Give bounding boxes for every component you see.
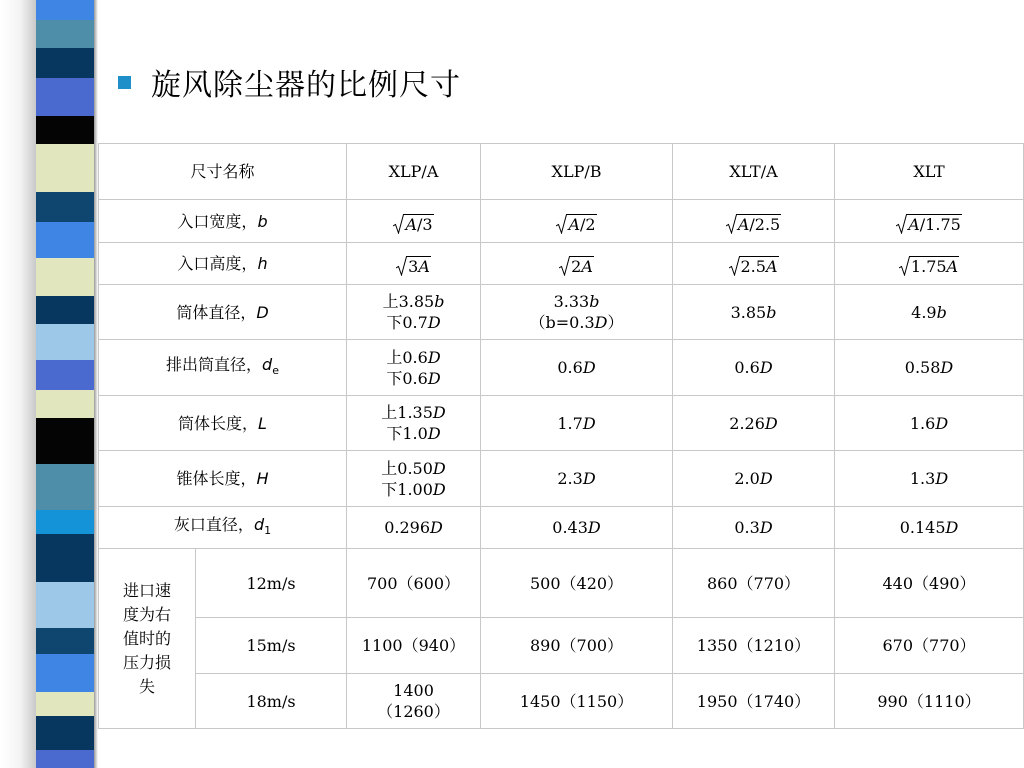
row-label-symbol: L [258,413,267,433]
table-cell: 700（600） [347,549,481,618]
row-label-text: 锥体长度， [176,469,257,488]
table-cell [481,285,673,340]
table-cell [347,451,481,507]
side-stripe [36,48,94,78]
table-cell [481,243,673,285]
row-label [99,340,347,396]
table-cell: 1.7D [481,396,673,451]
table-cell: 0.296D [347,507,481,549]
side-stripe [36,222,94,258]
table-cell: 0.43D [481,507,673,549]
table-cell: 1.6D [835,396,1024,451]
table-cell [347,200,481,243]
table-row [99,549,1024,618]
table-cell: 1950（1740） [673,674,835,729]
sqrt-formula: 2A [559,256,594,276]
side-stripe [36,296,94,324]
table-cell: 0.6D [673,340,835,396]
table-cell: 4.9b [835,285,1024,340]
sqrt-formula: A/2 [556,214,596,234]
row-label [99,285,347,340]
table-cell: 0.145D [835,507,1024,549]
row-label [99,243,347,285]
sqrt-formula: 1.75A [899,256,959,276]
row-label-symbol: d [262,354,273,374]
pressure-loss-label: 进口速 度为右 值时的 压力损 失 [99,549,196,729]
table-cell: 670（770） [835,618,1024,674]
title-row [118,58,461,106]
table-cell: 2.3D [481,451,673,507]
cell-line: 1400 [393,681,434,700]
sqrt-formula: A/2.5 [726,214,781,234]
table-row [99,200,1024,243]
sqrt-formula: A/3 [393,214,433,234]
sqrt-sign-icon [396,256,407,276]
row-label-symbol: d [253,514,265,534]
header-cell: XLT [835,144,1024,200]
table-row [99,618,1024,674]
table-cell: 890（700） [481,618,673,674]
row-label [99,451,347,507]
table-cell: 0.3D [673,507,835,549]
row-label-text: 灰口直径， [173,514,254,534]
table-cell [347,340,481,396]
cell-line: 下1.0D [386,424,441,443]
row-label-symbol: D [256,302,269,322]
side-shadow [0,0,36,768]
cell-line: 3.33b [553,292,600,311]
table-cell: 0.58D [835,340,1024,396]
sqrt-sign-icon [726,214,737,234]
side-stripe [36,464,94,510]
sqrt-sign-icon [559,256,570,276]
row-label-text: 排出筒直径， [166,354,263,374]
table-cell [347,396,481,451]
side-stripe [36,192,94,222]
table-cell [673,200,835,243]
speed-cell: 15m/s [196,618,347,674]
table-cell [347,243,481,285]
sqrt-sign-icon [729,256,740,276]
table-cell [347,285,481,340]
side-stripe [36,628,94,654]
side-stripe [36,258,94,296]
table-cell [673,243,835,285]
side-stripe [36,418,94,464]
table-cell: 1.3D [835,451,1024,507]
table-cell: 990（1110） [835,674,1024,729]
table-row [99,243,1024,285]
cell-line: 上3.85b [382,292,445,311]
square-bullet-icon [118,76,131,89]
table-cell: 0.6D [481,340,673,396]
table-cell: 1100（940） [347,618,481,674]
side-stripe [36,360,94,390]
table-cell: 500（420） [481,549,673,618]
sqrt-sign-icon [896,214,907,234]
row-label-subscript: e [272,364,279,378]
side-stripe [36,582,94,628]
row-label-symbol: H [256,469,269,488]
side-stripe [36,390,94,418]
cell-line: 上0.6D [386,347,441,367]
side-stripe [36,144,94,192]
table-cell [481,200,673,243]
proportion-table [98,143,1024,729]
cell-line: 下1.00D [381,479,446,499]
header-cell: XLP/A [347,144,481,200]
sqrt-formula: 2.5A [729,256,779,276]
row-label-symbol: h [257,254,268,273]
side-stripe [36,116,94,144]
side-stripe-bar [36,0,94,768]
table-cell: 3.85b [673,285,835,340]
side-stripe [36,750,94,768]
table-cell: 440（490） [835,549,1024,618]
table-row [99,674,1024,729]
row-label-text: 入口高度， [177,254,258,273]
slide-title: 旋风除尘器的比例尺寸 [151,68,461,103]
cell-line: 下0.6D [386,368,441,388]
table-header-row [99,144,1024,200]
side-stripe [36,324,94,360]
row-label [99,396,347,451]
table-cell [835,200,1024,243]
speed-cell: 18m/s [196,674,347,729]
header-cell: 尺寸名称 [99,144,347,200]
side-stripe [36,654,94,692]
side-stripe [36,534,94,582]
cell-line: （1260） [377,702,450,721]
table-row [99,396,1024,451]
table-row [99,340,1024,396]
table-cell [347,674,481,729]
cell-line: 上0.50D [381,458,446,478]
row-label-symbol: b [257,211,268,231]
table-row [99,285,1024,340]
table-cell: 1450（1150） [481,674,673,729]
side-stripe [36,20,94,48]
row-label-text: 筒体长度， [178,413,259,433]
table-row [99,451,1024,507]
sqrt-sign-icon [899,256,910,276]
sqrt-sign-icon [556,214,567,234]
table-cell: 2.0D [673,451,835,507]
row-label-text: 入口宽度， [177,211,258,231]
table-cell: 860（770） [673,549,835,618]
table-row [99,507,1024,549]
row-label [99,200,347,243]
row-label-text: 筒体直径， [176,302,257,322]
table-cell: 2.26D [673,396,835,451]
side-stripe [36,0,94,20]
side-stripe [36,510,94,534]
side-stripe [36,78,94,116]
sqrt-formula: A/1.75 [896,214,962,234]
side-stripe [36,716,94,750]
header-cell: XLP/B [481,144,673,200]
header-cell: XLT/A [673,144,835,200]
speed-cell: 12m/s [196,549,347,618]
cell-line: （b=0.3D） [529,313,624,332]
sqrt-sign-icon [393,214,404,234]
row-label [99,507,347,549]
sqrt-formula: 3A [396,256,431,276]
side-stripe [36,692,94,716]
cell-line: 下0.7D [386,313,441,332]
cell-line: 上1.35D [381,403,446,422]
row-label-subscript: 1 [264,524,272,538]
table-cell: 1350（1210） [673,618,835,674]
table-cell [835,243,1024,285]
